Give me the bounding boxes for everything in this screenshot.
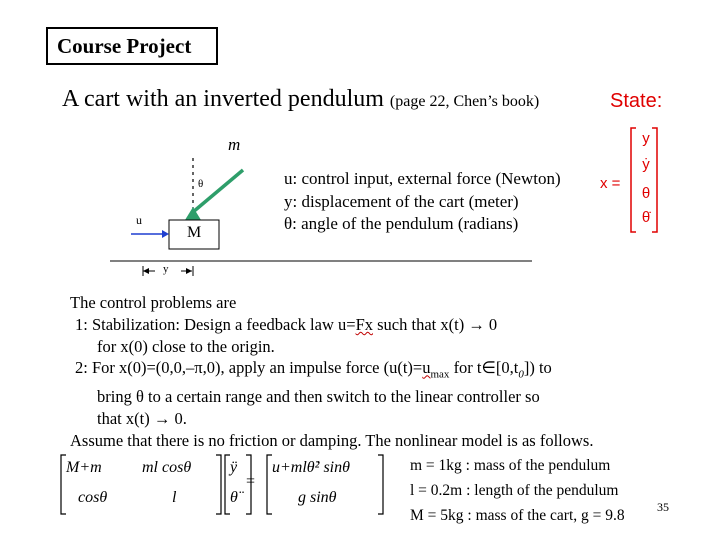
angle-label: θ bbox=[198, 178, 204, 190]
param-m: m = 1kg : mass of the pendulum bbox=[410, 457, 611, 474]
definition-theta: θ: angle of the pendulum (radians) bbox=[284, 214, 519, 233]
variable-definitions bbox=[284, 168, 561, 236]
state-component-theta: θ bbox=[641, 185, 651, 202]
state-component-thetadot: θ̇ bbox=[641, 209, 651, 226]
rhs-r1: u+mlθ̇² sinθ bbox=[272, 459, 350, 476]
cart-label: M bbox=[187, 224, 202, 241]
problem-2-line-3: that x(t) → 0. bbox=[97, 409, 187, 429]
state-label: State: bbox=[610, 90, 663, 112]
problem-2-line-1: 2: For x(0)=(0,0,–π,0), apply an impulse force ($u(t)=u_{max}$ for $t\in[0,t_0]$) to bbox=[75, 358, 552, 381]
displacement-label: y bbox=[163, 263, 169, 275]
matrix-m21: cosθ bbox=[78, 489, 108, 506]
heading-reference: (page 22, Chen’s book) bbox=[389, 93, 540, 110]
definition-y: y: displacement of the cart (meter) bbox=[284, 191, 519, 211]
force-label: u bbox=[136, 213, 142, 227]
problem-1-line-2: for x(0) close to the origin. bbox=[97, 336, 275, 356]
control-problems bbox=[70, 292, 593, 452]
matrix-m22: l bbox=[172, 489, 177, 506]
definition-u: u: control input, external force (Newton) bbox=[284, 169, 561, 188]
model-equals: = bbox=[246, 473, 256, 490]
problem-1-line-1: 1: Stabilization: Design a feedback law u=Fx such that x(t) → 0 bbox=[75, 314, 498, 334]
param-M-g: M = 5kg : mass of the cart, g = 9.8 bbox=[410, 507, 625, 524]
model-parameters bbox=[410, 453, 625, 528]
problem-2-line-2: bring θ to a certain range and then switch to the linear controller so bbox=[97, 387, 540, 407]
slide-title: Course Project bbox=[46, 27, 218, 65]
rhs-r2: g sinθ bbox=[298, 489, 337, 506]
state-component-y: y bbox=[642, 130, 650, 147]
page-number: 35 bbox=[657, 500, 669, 514]
matrix-m12: ml cosθ bbox=[142, 459, 192, 476]
slide-heading bbox=[62, 86, 539, 113]
vector-thetaddot: θ̈ bbox=[230, 489, 238, 506]
pendulum-mass-label: m bbox=[228, 135, 241, 154]
state-component-ydot: ẏ bbox=[642, 156, 650, 173]
vector-yddot: ÿ bbox=[230, 459, 238, 476]
state-x-equals: x = bbox=[600, 175, 621, 192]
problems-intro: The control problems are bbox=[70, 293, 237, 312]
heading-main: A cart with an inverted pendulum bbox=[62, 86, 384, 112]
assumption-line: Assume that there is no friction or damping. The nonlinear model is as follows. bbox=[70, 431, 594, 451]
matrix-m11: M+m bbox=[66, 459, 102, 476]
pendulum-rod bbox=[193, 170, 243, 212]
param-l: l = 0.2m : length of the pendulum bbox=[410, 482, 619, 499]
